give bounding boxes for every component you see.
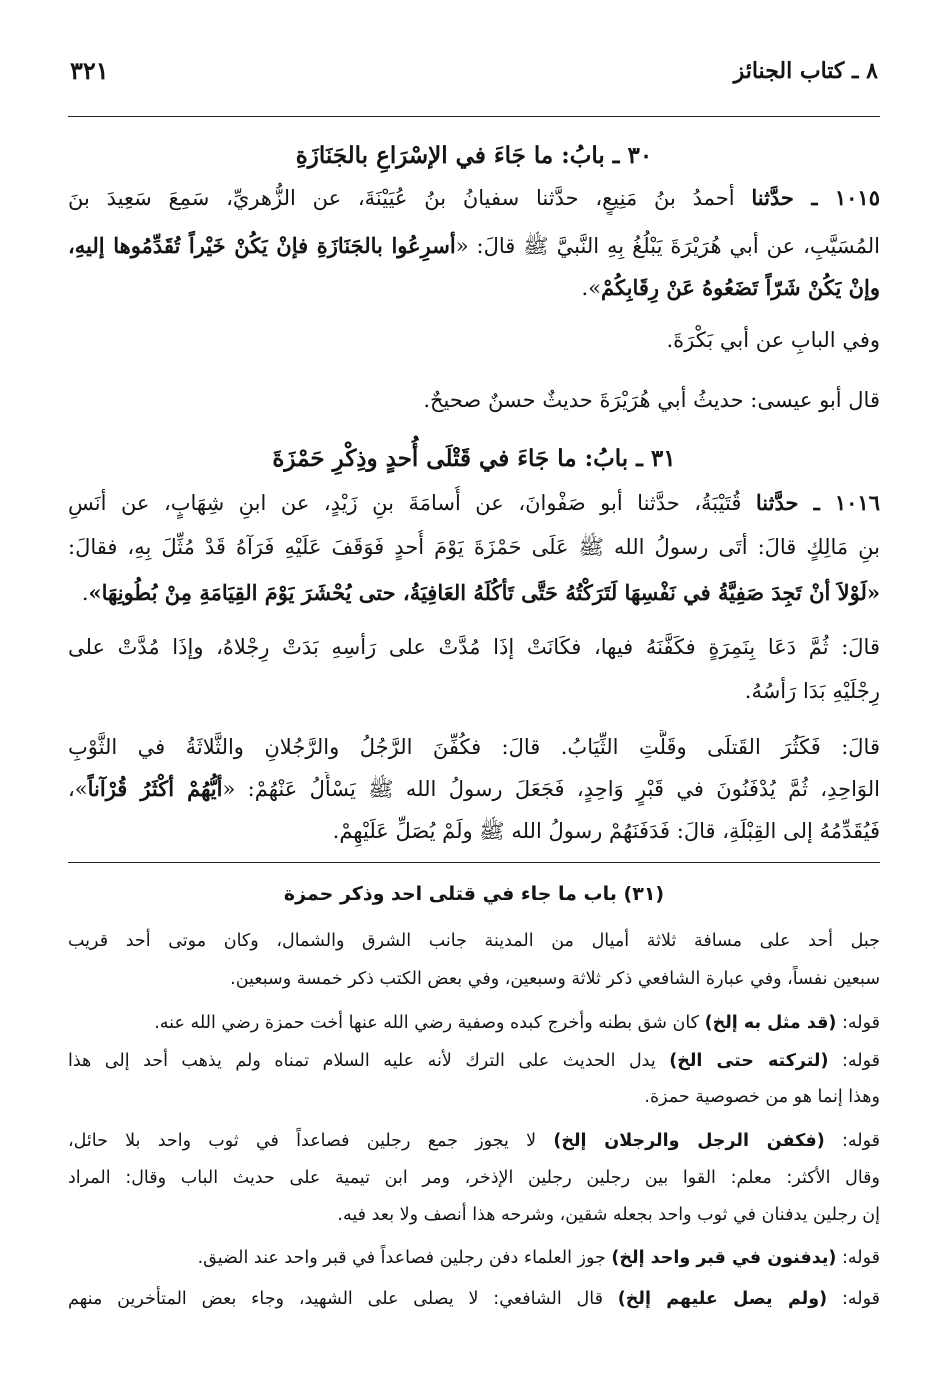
commentary-line-3	[68, 1008, 880, 1038]
commentary-label: قوله:	[824, 1131, 880, 1151]
commentary-line-7: وقال الأكثر: معلم: القوا بين رجلين رجلين الإذخر، ومر ابن تيمية على حديث الباب وقال: المراد	[68, 1168, 880, 1188]
hadith-quote: «لَوْلاَ أنْ تَجِدَ صَفِيَّةُ في نَفْسِهَا لَتَرَكْتُهُ حَتَّى تَأكُلَهُ العَافِيَةُ، حتى يُحْشَرَ يَوْمَ القِيَامَةِ مِنْ بُطُونِهَا»	[88, 580, 880, 605]
commentary-label: قوله:	[836, 1248, 880, 1268]
commentary-quote: (ولم يصل عليهم إلخ)	[617, 1289, 828, 1309]
commentary-heading: (٣١) باب ما جاء في قتلى احد وذكر حمزة	[283, 883, 665, 905]
hadith-text: »،	[68, 777, 88, 801]
header-rule	[68, 116, 880, 117]
chapter-30-heading: ٣٠ ـ بابُ: ما جَاءَ في الإسْرَاعِ بالجَنَازَةِ	[295, 142, 653, 169]
hadith-1016-line-1	[68, 486, 880, 520]
commentary-label: قوله:	[836, 1013, 880, 1033]
commentary-line-4	[68, 1046, 880, 1076]
hadith-text: الوَاحِدِ، ثُمَّ يُدْفَنُونَ في قَبْرٍ وَاحِدٍ، فَجَعَلَ رسولُ الله ﷺ يَسْأَلُ عَنْهُمْ: «	[222, 777, 880, 801]
hadith-1015-line-1	[68, 181, 880, 215]
hadith-1016-line-7	[68, 772, 880, 806]
running-header-title: ٨ ـ كتاب الجنائز	[733, 58, 878, 84]
hadith-text: قُتَيْبَةُ، حدَّثنا أبو صَفْوانَ، عن أُسامَةَ بنِ زَيْدٍ، عن ابنِ شِهَابٍ، عن أنَسِ	[68, 491, 742, 515]
page-number: ٣٢١	[70, 56, 109, 85]
commentary-quote: (لتركته حتى الخ)	[669, 1051, 829, 1071]
hadith-quote: أسرِعُوا بالجَنَازَةِ فإنْ يَكُنْ خَيْراً تُقَدِّمُوها إليهِ،	[68, 233, 456, 258]
hadith-1016-line-8: فَيُقَدِّمُهُ إلى القِبْلَةِ، قالَ: فَدَفَنَهُمْ رسولُ الله ﷺ ولَمْ يُصَلِّ عَلَيْهِمْ.	[332, 819, 880, 843]
hadith-text: .	[81, 581, 89, 605]
hadith-number: ١٠١٥ ـ حدَّثنا	[751, 185, 880, 210]
commentary-label: قوله:	[828, 1051, 880, 1071]
commentary-text: لا يجوز جمع رجلين فصاعداً في ثوب واحد بلا حائل،	[68, 1131, 554, 1151]
hadith-text: المُسَيَّبِ، عن أبي هُرَيْرَةَ يَبْلُغُ بِهِ النَّبيَّ ﷺ قالَ: «	[455, 234, 880, 258]
commentary-line-1: جبل أحد على مسافة ثلاثة أميال من المدينة جانب الشرق والشمال، وكان موتى أحد قريب	[68, 931, 880, 951]
commentary-text: جوز العلماء دفن رجلين فصاعداً في قبر واحد عند الضيق.	[197, 1248, 612, 1268]
hadith-1015-line-2	[68, 229, 880, 263]
commentary-quote: (قد مثل به إلخ)	[704, 1013, 837, 1033]
hadith-1016-line-2: بنِ مَالِكٍ قالَ: أتَى رسولُ الله ﷺ عَلَى حَمْزَةَ يَوْمَ أُحدٍ فَوَقَفَ عَلَيْهِ فَرَآهُ قَدْ مُثِّلَ بِهِ، فقالَ:	[68, 535, 880, 559]
commentary-separator	[68, 862, 880, 863]
commentary-quote: (فكفن الرجل والرجلان إلخ)	[553, 1131, 825, 1151]
commentary-quote: (يدفنون في قبر واحد إلخ)	[611, 1248, 837, 1268]
hadith-number: ١٠١٦ ـ حدَّثنا	[755, 490, 880, 515]
commentary-line-2: سبعين نفساً، وفي عبارة الشافعي ذكر ثلاثة وسبعين، وفي بعض الكتب ذكر خمسة وسبعين.	[230, 969, 880, 989]
hadith-quote: أيُّهُمْ أكْثَرُ قُرْآناً	[87, 776, 223, 801]
commentary-line-9	[68, 1243, 880, 1273]
hadith-text: ».	[581, 276, 602, 300]
hadith-text: أحمدُ بنُ مَنِيعٍ، حدَّثنا سفيانُ بنُ عُيَيْنَةَ، عن الزُّهريِّ، سَمِعَ سَعِيدَ بنَ	[68, 186, 735, 210]
hadith-1016-line-6: قالَ: فَكَثُرَ القَتلَى وقَلَّتِ الثِّيَابُ. قالَ: فكُفِّنَ الرَّجُلُ والرَّجُلانِ والثَّلاثَةُ في الثَّوْبِ	[68, 735, 880, 759]
hadith-1016-line-3	[68, 576, 880, 610]
commentary-line-8: إن رجلين يدفنان في ثوب واحد بجعله شقين، وشرحه هذا أنصف ولا بعد فيه.	[337, 1205, 880, 1225]
commentary-text: يدل الحديث على الترك لأنه عليه السلام تمناه ولم يذهب أحد إلى هذا	[68, 1051, 670, 1071]
hadith-1016-line-5: رِجْلَيْهِ بَدَا رَأسُهُ.	[744, 679, 880, 703]
commentary-line-5: وهذا إنما هو من خصوصية حمزة.	[644, 1087, 880, 1107]
hadith-quote: وإنْ يَكُنْ شَرّاً تَضَعُوهُ عَنْ رِقَابِكُمْ	[601, 275, 880, 300]
hadith-1016-line-4: قالَ: ثُمَّ دَعَا بِنَمِرَةٍ فكَفَّنَهُ فيها، فكَانَتْ إذَا مُدَّتْ على رَأسِهِ بَدَتْ رِجْلاهُ، وإذَا مُدَّتْ على	[68, 635, 880, 659]
hadith-1015-line-4: وفي البابِ عن أبي بَكْرَةَ.	[666, 328, 880, 352]
hadith-1015-line-3	[68, 271, 880, 305]
commentary-label: قوله:	[827, 1289, 880, 1309]
commentary-text: كان شق بطنه وأخرج كبده وصفية رضي الله عنها أخت حمزة رضي الله عنه.	[154, 1013, 705, 1033]
commentary-text: قال الشافعي: لا يصلى على الشهيد، وجاء بعض المتأخرين منهم	[68, 1289, 618, 1309]
commentary-line-10	[68, 1284, 880, 1314]
commentary-line-6	[68, 1126, 880, 1156]
chapter-31-heading: ٣١ ـ بابُ: ما جَاءَ في قَتْلَى أُحدٍ وذِكْرِ حَمْزَةَ	[272, 445, 676, 472]
hadith-1015-line-5: قال أبو عيسى: حديثُ أبي هُرَيْرَةَ حديثٌ حسنٌ صحيحٌ.	[423, 388, 880, 412]
